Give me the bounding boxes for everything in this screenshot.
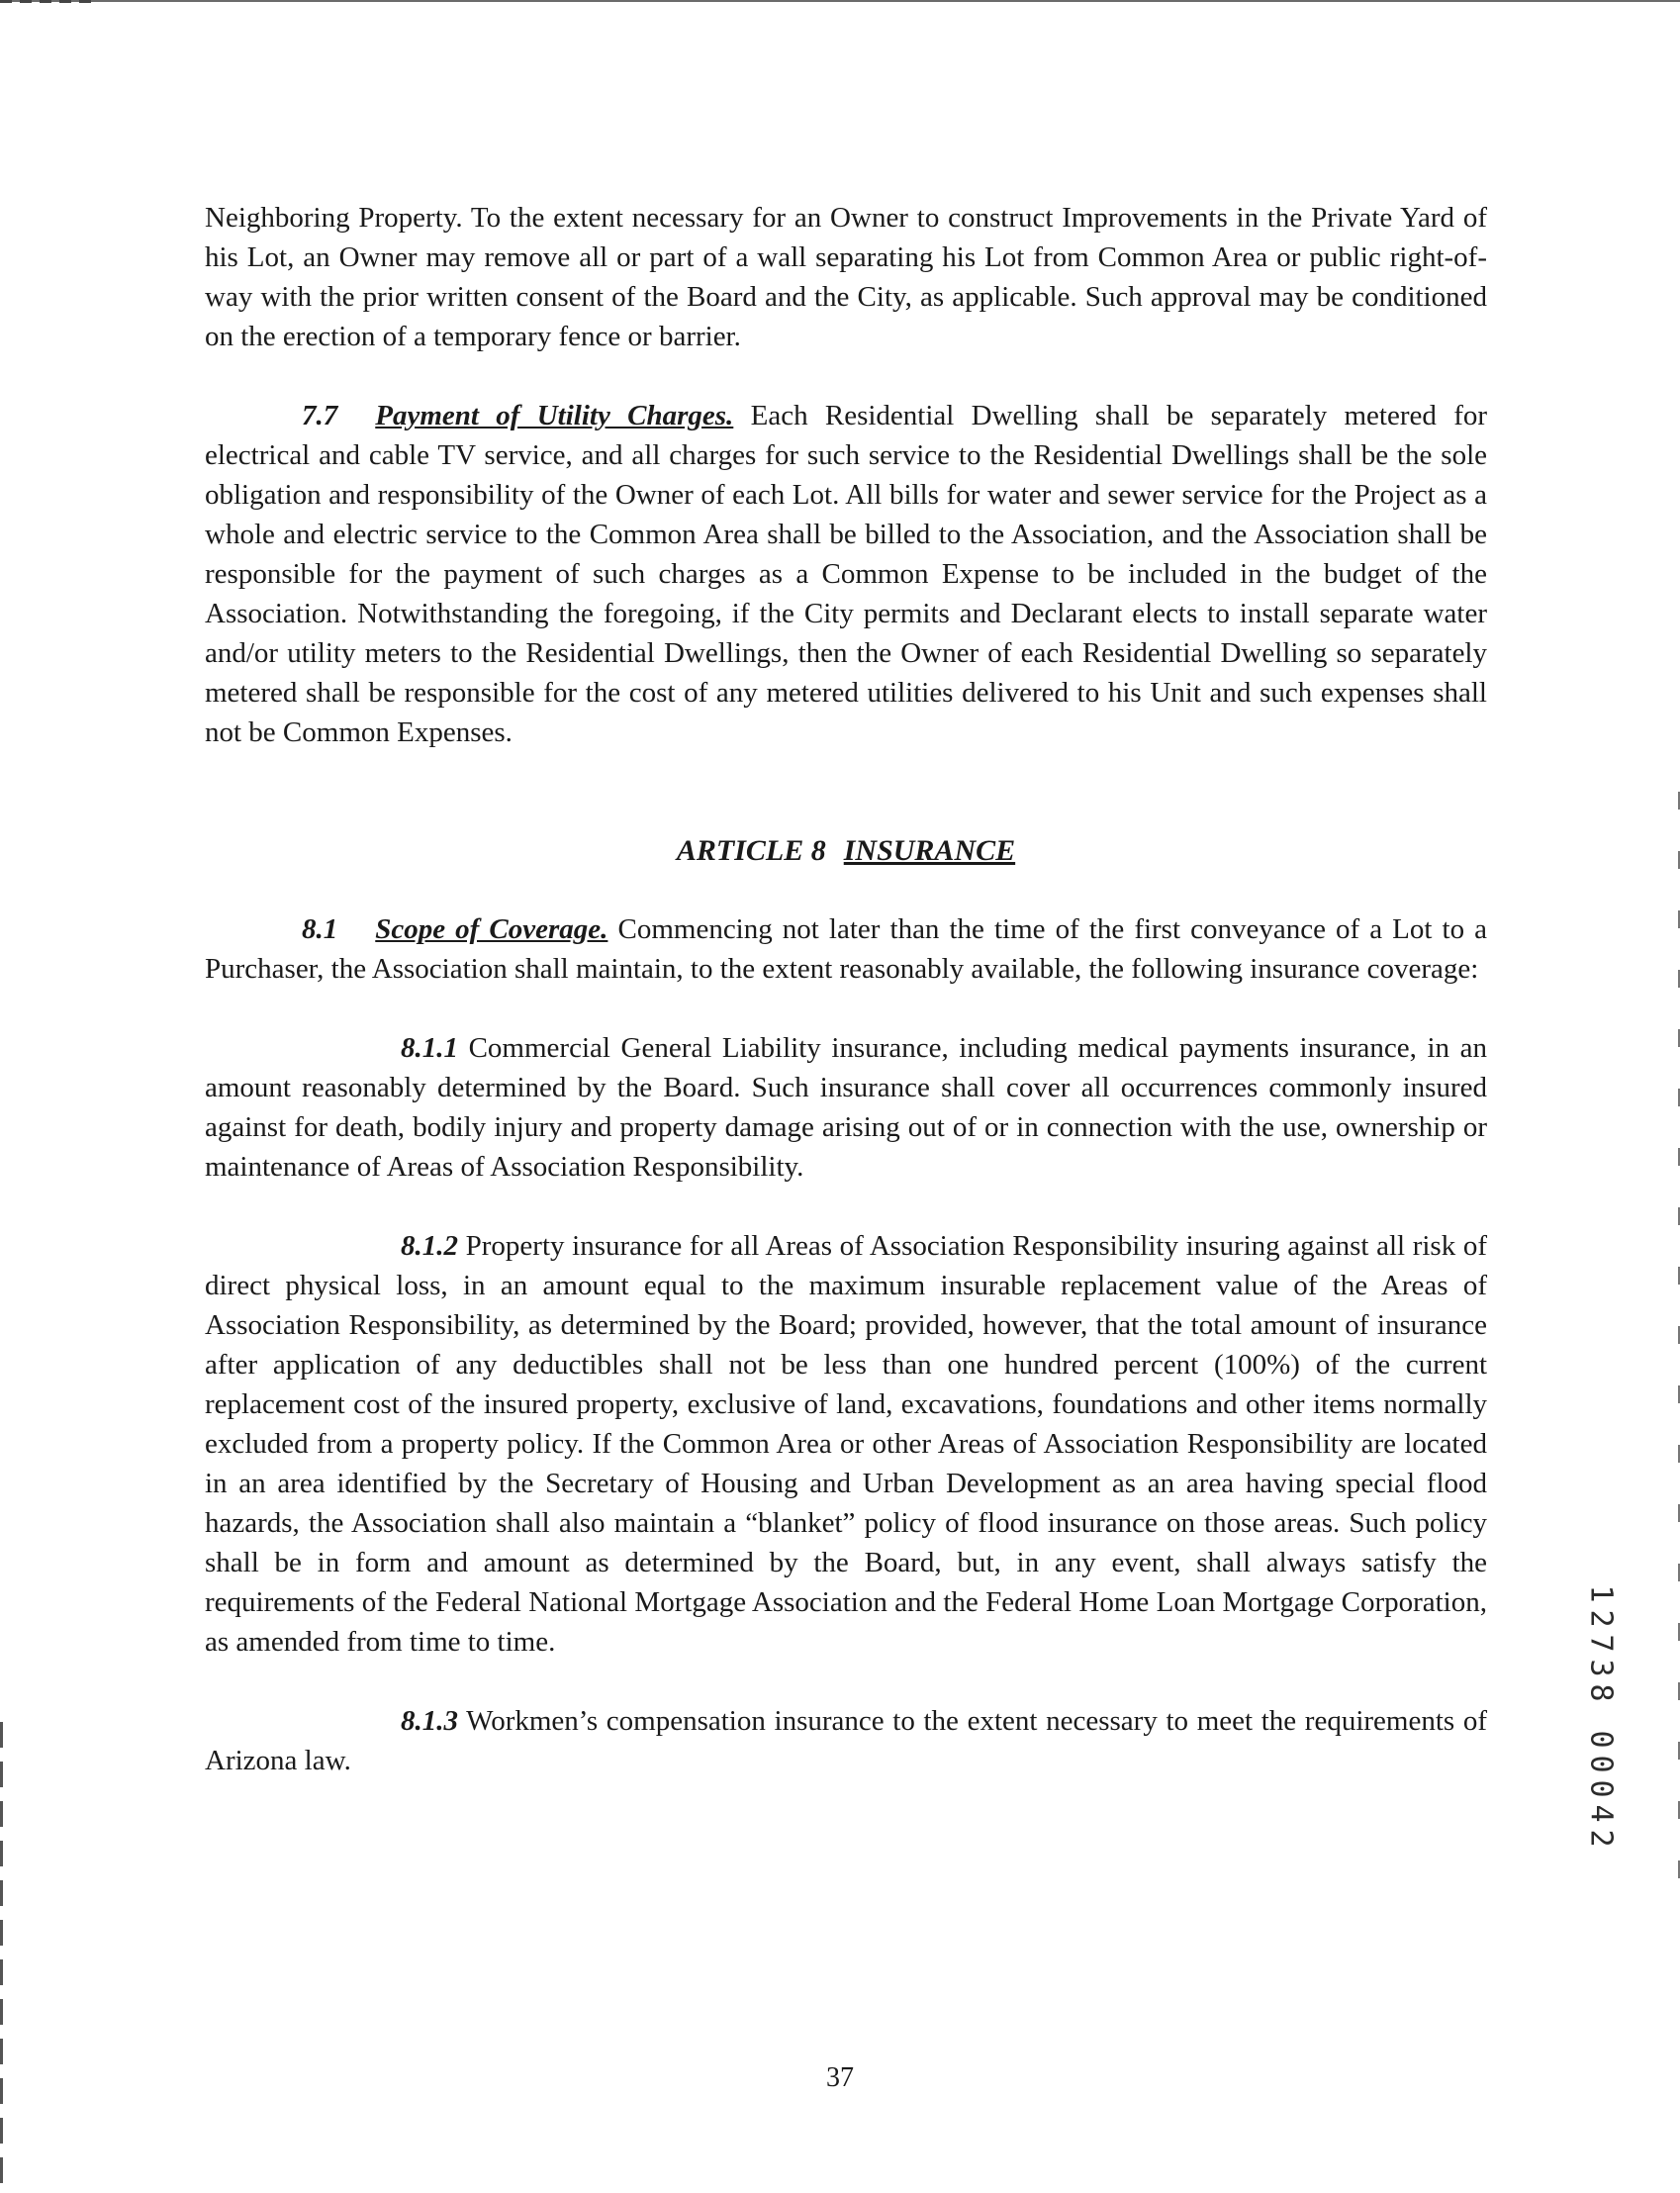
- continued-paragraph: Neighboring Property. To the extent necessary for an Owner to construct Improvements in the Private Yard of his Lot, an Owner may remove all or part of a wall separating his Lot from Common Area or public right-of-way with the prior written consent of the Board and the City, as applicable. Such approval may be conditioned on the erection of a temporary fence or barrier.: [205, 202, 1487, 352]
- subsection-number: 8.1.1: [401, 1032, 458, 1064]
- section-8-1: [205, 909, 1487, 989]
- subsection-body: Property insurance for all Areas of Association Responsibility insuring against all risk of direct physical loss, in an amount equal to the maximum insurable replacement value of the Areas of Association Responsibility, as determined by the Board; provided, however, that the total amount of insurance after application of any deductibles shall not be less than one hundred percent (100%) of the current replacement cost of the insured property, exclusive of land, excavations, foundations and other items normally excluded from a property policy. If the Common Area or other Areas of Association Responsibility are located in an area identified by the Secretary of Housing and Urban Development as an area having special flood hazards, the Association shall also maintain a “blanket” policy of flood insurance on those areas. Such policy shall be in form and amount as determined by the Board, but, in any event, shall always satisfy the requirements of the Federal National Mortgage Association and the Federal Home Loan Mortgage Corporation, as amended from time to time.: [205, 1230, 1488, 1658]
- section-8-1-3: [205, 1701, 1487, 1780]
- section-title: Payment of Utility Charges.: [375, 400, 734, 431]
- section-number: 8.1: [302, 913, 338, 945]
- recording-stamp-part1: 1 2 7 3 8: [1583, 1584, 1619, 1702]
- section-body: Each Residential Dwelling shall be separately metered for electrical and cable TV service, and all charges for such service to the Residential Dwellings shall be the sole obligation and responsibility of the Owner of each Lot. All bills for water and sewer service for the Project as a whole and electric service to the Common Area shall be billed to the Association, and the Association shall be responsible for the payment of such charges as a Common Expense to be included in the budget of the Association. Notwithstanding the foregoing, if the City permits and Declarant elects to install separate water and/or utility meters to the Residential Dwellings, then the Owner of each Residential Dwelling so separately metered shall be responsible for the cost of any metered utilities delivered to his Unit and such expenses shall not be Common Expenses.: [205, 400, 1488, 748]
- recording-stamp-part2: 0 0 0 4 2: [1583, 1730, 1619, 1848]
- article-title: INSURANCE: [843, 834, 1016, 867]
- section-8-1-2: [205, 1226, 1487, 1662]
- subsection-body: Workmen’s compensation insurance to the extent necessary to meet the requirements of Arizona law.: [205, 1705, 1487, 1776]
- section-title: Scope of Coverage.: [375, 913, 608, 945]
- subsection-number: 8.1.3: [401, 1705, 458, 1737]
- scan-edge-top: [0, 0, 1680, 2]
- article-heading: [205, 831, 1487, 871]
- article-label: ARTICLE 8: [676, 834, 826, 867]
- page-number: 37: [826, 2062, 854, 2093]
- subsection-body: Commercial General Liability insurance, including medical payments insurance, in an amount reasonably determined by the Board. Such insurance shall cover all occurrences commonly insured against for death, bodily injury and property damage arising out of or in connection with the use, ownership or maintenance of Areas of Association Responsibility.: [205, 1032, 1487, 1183]
- scan-edge-top-dash: [0, 0, 99, 3]
- subsection-number: 8.1.2: [401, 1230, 458, 1262]
- section-8-1-1: [205, 1028, 1487, 1187]
- section-number: 7.7: [302, 400, 338, 431]
- section-7-7: [205, 396, 1487, 752]
- section-body: Commencing not later than the time of the first conveyance of a Lot to a Purchaser, the Association shall maintain, to the extent reasonably available, the following insurance coverage:: [205, 913, 1488, 985]
- scan-edge-left: [0, 1722, 3, 2193]
- recording-stamp: [1581, 1581, 1621, 1851]
- document-body: [205, 198, 1487, 1780]
